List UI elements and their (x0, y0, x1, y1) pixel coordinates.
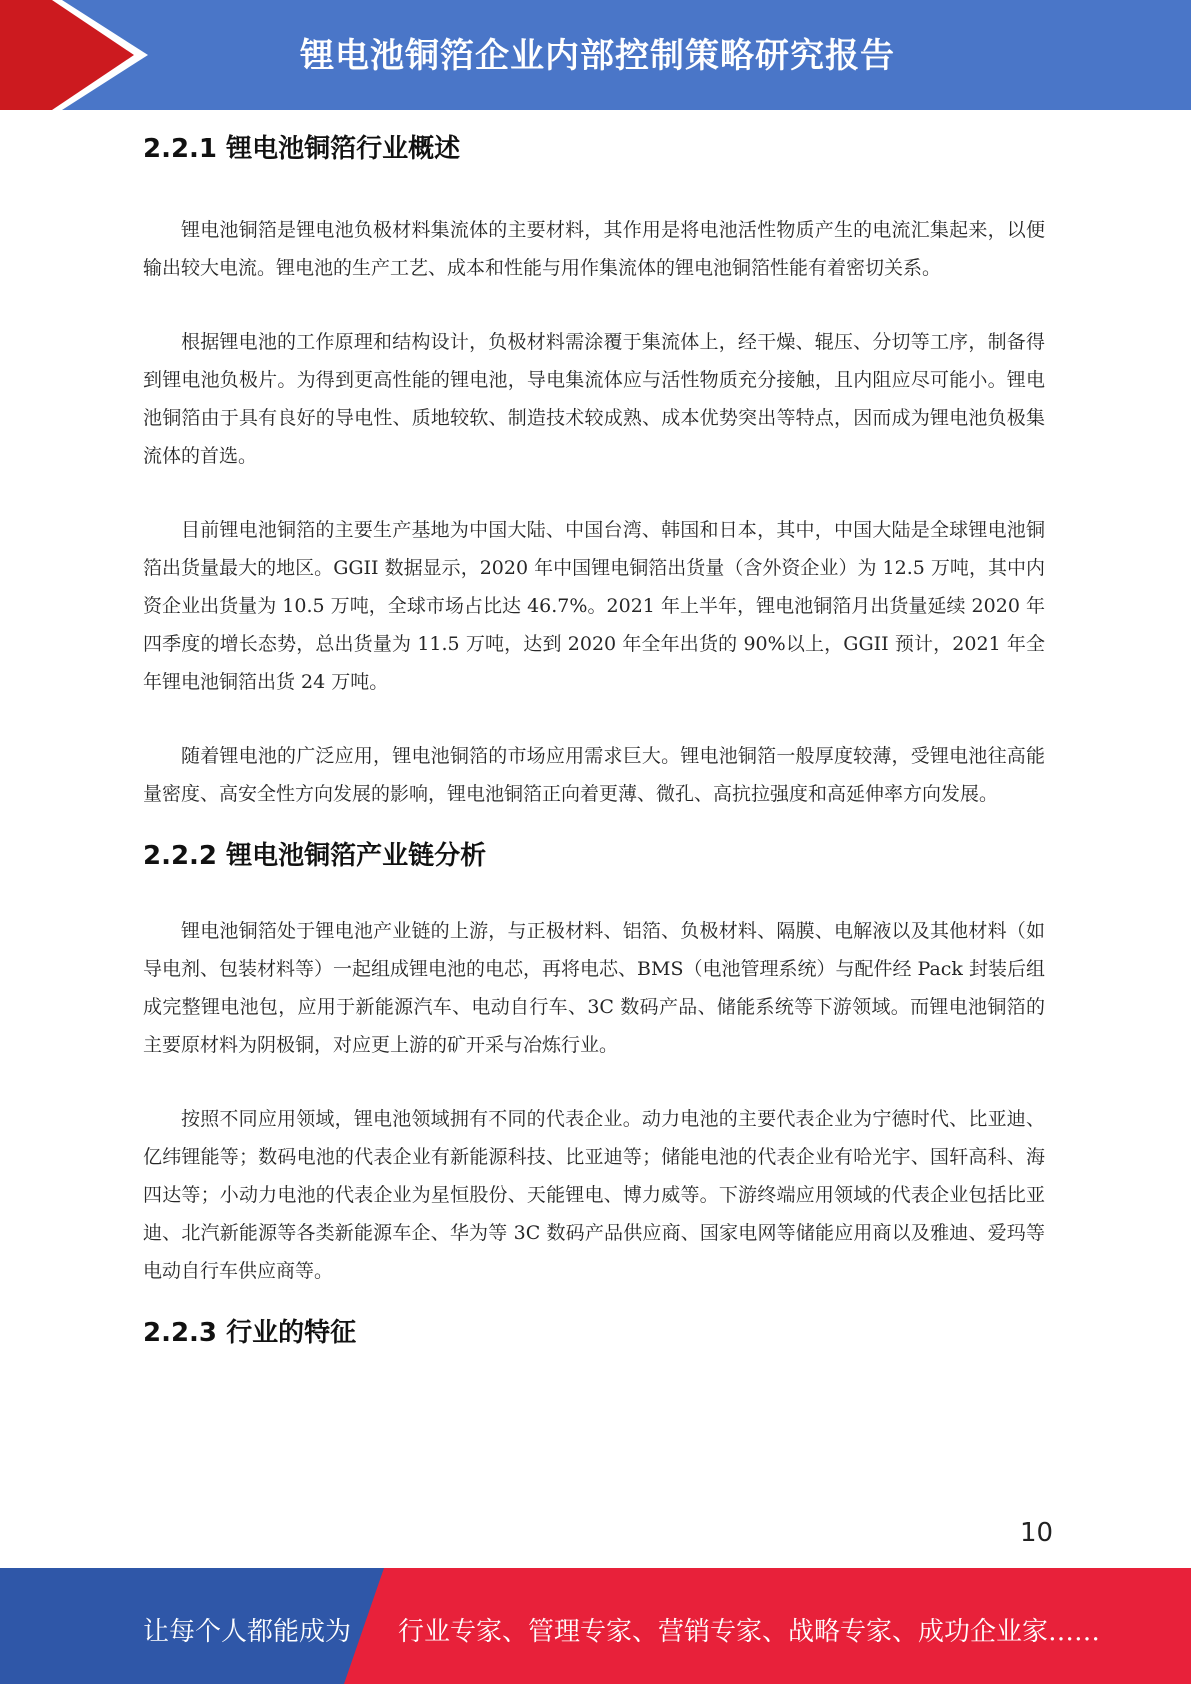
section-heading-2-2-2: 2.2.2 锂电池铜箔产业链分析 (143, 841, 487, 872)
paragraph: 按照不同应用领域，锂电池领域拥有不同的代表企业。动力电池的主要代表企业为宁德时代、比亚迪、亿纬锂能等；数码电池的代表企业有新能源科技、比亚迪等；储能电池的代表企业有哈光宇、国轩高科、海四达等；小动力电池的代表企业为星恒股份、天能锂电、博力威等。下游终端应用领域的代表企业包括比亚迪、北汽新能源等各类新能源车企、华为等 3C 数码产品供应商、国家电网等储能应用商以及雅迪、爱玛等电动自行车供应商等。 (143, 1108, 1045, 1283)
footer-slogan-left: 让每个人都能成为 (143, 1617, 352, 1647)
footer-slogan-right: 行业专家、管理专家、营销专家、战略专家、成功企业家…… (398, 1617, 1101, 1647)
footer-banner (0, 1568, 1191, 1684)
paragraph: 目前锂电池铜箔的主要生产基地为中国大陆、中国台湾、韩国和日本，其中，中国大陆是全球锂电池铜箔出货量最大的地区。GGII 数据显示，2020 年中国锂电铜箔出货量（含外资企业）为 12.5 万吨，其中内资企业出货量为 10.5 万吨，全球市场占比达 46.7%。2021 年上半年，锂电池铜箔月出货量延续 2020 年四季度的增长态势，总出货量为 11.5 万吨，达到 2020 年全年出货的 90%以上，GGII 预计，2021 年全年锂电池铜箔出货 24 万吨。 (143, 519, 1045, 694)
page-number: 10 (1020, 1518, 1054, 1548)
paragraph: 锂电池铜箔是锂电池负极材料集流体的主要材料，其作用是将电池活性物质产生的电流汇集起来，以便输出较大电流。锂电池的生产工艺、成本和性能与用作集流体的锂电池铜箔性能有着密切关系。 (143, 219, 1045, 280)
report-title: 锂电池铜箔企业内部控制策略研究报告 (300, 36, 895, 76)
section-heading-2-2-1: 2.2.1 锂电池铜箔行业概述 (143, 134, 461, 164)
paragraph: 锂电池铜箔处于锂电池产业链的上游，与正极材料、铝箔、负极材料、隔膜、电解液以及其他材料（如导电剂、包装材料等）一起组成锂电池的电芯，再将电芯、BMS（电池管理系统）与配件经 Pack 封装后组成完整锂电池包，应用于新能源汽车、电动自行车、3C 数码产品、储能系统等下游领域。而锂电池铜箔的主要原材料为阴极铜，对应更上游的矿开采与冶炼行业。 (143, 920, 1045, 1057)
paragraph: 随着锂电池的广泛应用，锂电池铜箔的市场应用需求巨大。锂电池铜箔一般厚度较薄，受锂电池往高能量密度、高安全性方向发展的影响，锂电池铜箔正向着更薄、微孔、高抗拉强度和高延伸率方向发展。 (143, 745, 1045, 806)
header-banner (0, 0, 1191, 110)
paragraph: 根据锂电池的工作原理和结构设计，负极材料需涂覆于集流体上，经干燥、辊压、分切等工序，制备得到锂电池负极片。为得到更高性能的锂电池，导电集流体应与活性物质充分接触，且内阻应尽可能小。锂电池铜箔由于具有良好的导电性、质地较软、制造技术较成熟、成本优势突出等特点，因而成为锂电池负极集流体的首选。 (143, 331, 1045, 468)
main-content (143, 130, 1045, 1350)
chevron-arrow-icon (0, 0, 160, 110)
section-heading-2-2-3: 2.2.3 行业的特征 (143, 1318, 357, 1349)
